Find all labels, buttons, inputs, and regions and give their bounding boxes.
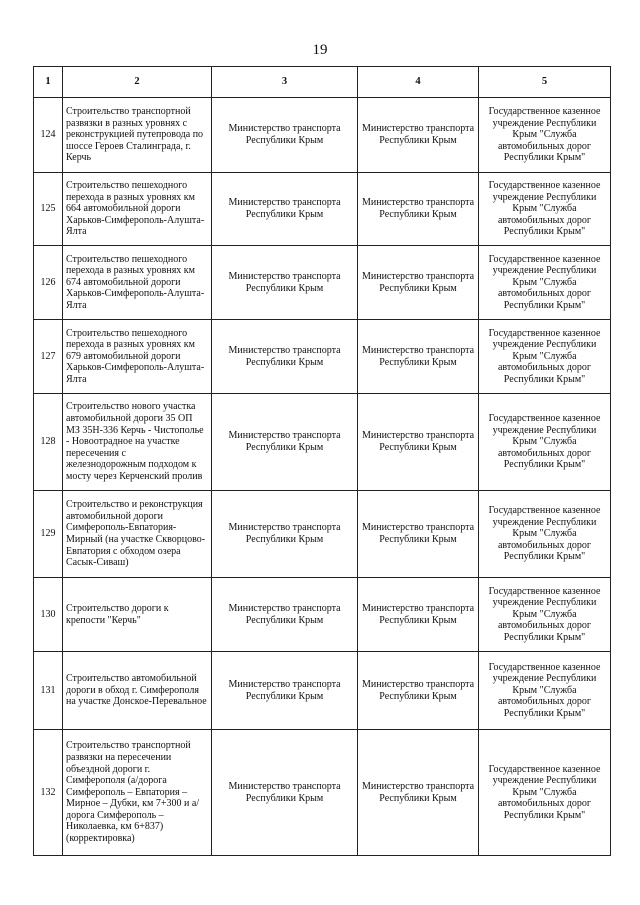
row-number-cell: 124 xyxy=(34,98,63,173)
ministry-cell: Министерство транспорта Республики Крым xyxy=(358,730,479,856)
ministry-cell: Министерство транспорта Республики Крым xyxy=(358,320,479,394)
table-row xyxy=(34,246,611,320)
institution-cell: Государственное казенное учреждение Республики Крым "Служба автомобильных дорог Республики Крым" xyxy=(479,394,611,491)
table-body xyxy=(34,67,611,856)
responsible-executor-cell: Министерство транспорта Республики Крым xyxy=(212,98,358,173)
ministry-cell: Министерство транспорта Республики Крым xyxy=(358,491,479,578)
row-number-cell: 132 xyxy=(34,730,63,856)
table-row xyxy=(34,730,611,856)
institution-cell: Государственное казенное учреждение Республики Крым "Служба автомобильных дорог Республики Крым" xyxy=(479,173,611,246)
table-row xyxy=(34,320,611,394)
table-row xyxy=(34,98,611,173)
ministry-cell: Министерство транспорта Республики Крым xyxy=(358,173,479,246)
institution-cell: Государственное казенное учреждение Республики Крым "Служба автомобильных дорог Республики Крым" xyxy=(479,491,611,578)
row-number-cell: 127 xyxy=(34,320,63,394)
column-header-3: 3 xyxy=(212,67,358,98)
ministry-cell: Министерство транспорта Республики Крым xyxy=(358,246,479,320)
project-name-cell: Строительство пешеходного перехода в разных уровнях км 664 автомобильной дороги Харьков-Симферополь-Алушта-Ялта xyxy=(63,173,212,246)
responsible-executor-cell: Министерство транспорта Республики Крым xyxy=(212,394,358,491)
column-header-2: 2 xyxy=(63,67,212,98)
table-row xyxy=(34,652,611,730)
table-row xyxy=(34,578,611,652)
project-name-cell: Строительство автомобильной дороги в обход г. Симферополя на участке Донское-Перевальное xyxy=(63,652,212,730)
table-row xyxy=(34,394,611,491)
table-header-row xyxy=(34,67,611,98)
institution-cell: Государственное казенное учреждение Республики Крым "Служба автомобильных дорог Республики Крым" xyxy=(479,730,611,856)
project-name-cell: Строительство транспортной развязки на пересечении объездной дороги г. Симферополя (а/дорога Симферополь – Евпатория – Мирное – Дубки, км 7+300 и а/дорога Симферополь – Николаевка, км 6+837) (корректировка) xyxy=(63,730,212,856)
row-number-cell: 128 xyxy=(34,394,63,491)
institution-cell: Государственное казенное учреждение Республики Крым "Служба автомобильных дорог Республики Крым" xyxy=(479,578,611,652)
institution-cell: Государственное казенное учреждение Республики Крым "Служба автомобильных дорог Республики Крым" xyxy=(479,652,611,730)
responsible-executor-cell: Министерство транспорта Республики Крым xyxy=(212,578,358,652)
project-name-cell: Строительство и реконструкция автомобильной дороги Симферополь-Евпатория-Мирный (на участке Скворцово-Евпатория с обходом озера Сасык-Сиваш) xyxy=(63,491,212,578)
row-number-cell: 131 xyxy=(34,652,63,730)
project-name-cell: Строительство транспортной развязки в разных уровнях с реконструкцией путепровода по шоссе Героев Сталинграда, г. Керчь xyxy=(63,98,212,173)
project-name-cell: Строительство пешеходного перехода в разных уровнях км 674 автомобильной дороги Харьков-Симферополь-Алушта-Ялта xyxy=(63,246,212,320)
ministry-cell: Министерство транспорта Республики Крым xyxy=(358,98,479,173)
responsible-executor-cell: Министерство транспорта Республики Крым xyxy=(212,320,358,394)
page-number: 19 xyxy=(312,42,328,58)
table-row xyxy=(34,491,611,578)
institution-cell: Государственное казенное учреждение Республики Крым "Служба автомобильных дорог Республики Крым" xyxy=(479,98,611,173)
project-name-cell: Строительство пешеходного перехода в разных уровнях км 679 автомобильной дороги Харьков-Симферополь-Алушта-Ялта xyxy=(63,320,212,394)
column-header-5: 5 xyxy=(479,67,611,98)
row-number-cell: 129 xyxy=(34,491,63,578)
responsible-executor-cell: Министерство транспорта Республики Крым xyxy=(212,652,358,730)
project-name-cell: Строительство дороги к крепости "Керчь" xyxy=(63,578,212,652)
institution-cell: Государственное казенное учреждение Республики Крым "Служба автомобильных дорог Республики Крым" xyxy=(479,246,611,320)
responsible-executor-cell: Министерство транспорта Республики Крым xyxy=(212,491,358,578)
column-header-4: 4 xyxy=(358,67,479,98)
table-row xyxy=(34,173,611,246)
ministry-cell: Министерство транспорта Республики Крым xyxy=(358,578,479,652)
ministry-cell: Министерство транспорта Республики Крым xyxy=(358,394,479,491)
column-header-1: 1 xyxy=(34,67,63,98)
institution-cell: Государственное казенное учреждение Республики Крым "Служба автомобильных дорог Республики Крым" xyxy=(479,320,611,394)
row-number-cell: 130 xyxy=(34,578,63,652)
responsible-executor-cell: Министерство транспорта Республики Крым xyxy=(212,730,358,856)
ministry-cell: Министерство транспорта Республики Крым xyxy=(358,652,479,730)
row-number-cell: 125 xyxy=(34,173,63,246)
responsible-executor-cell: Министерство транспорта Республики Крым xyxy=(212,246,358,320)
projects-table xyxy=(33,66,611,856)
responsible-executor-cell: Министерство транспорта Республики Крым xyxy=(212,173,358,246)
row-number-cell: 126 xyxy=(34,246,63,320)
project-name-cell: Строительство нового участка автомобильной дороги 35 ОП МЗ 35Н-336 Керчь - Чистополье - Новоотрадное на участке пересечения с железнодорожным подходом к мосту через Керченский пролив xyxy=(63,394,212,491)
